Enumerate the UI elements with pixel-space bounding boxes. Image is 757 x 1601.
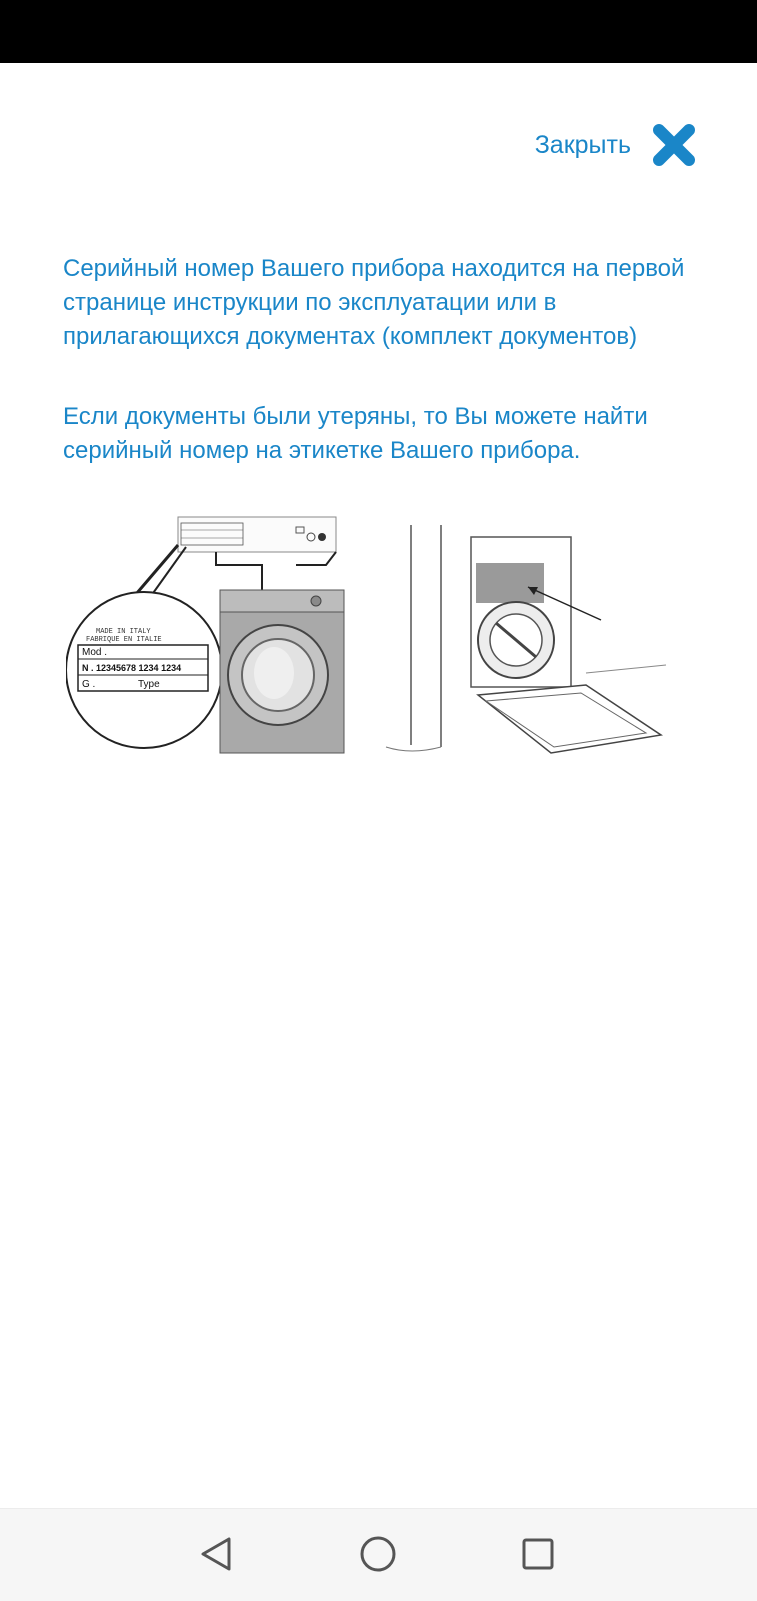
label-type: Type [138, 679, 160, 690]
nav-back-button[interactable] [193, 1531, 239, 1577]
label-g: G . [82, 679, 96, 690]
machine-door-panel [386, 525, 666, 753]
back-triangle-icon [199, 1536, 233, 1572]
close-label: Закрыть [534, 130, 631, 159]
system-nav-bar [0, 1508, 757, 1601]
nav-recents-button[interactable] [515, 1531, 561, 1577]
label-serial: N . 12345678 1234 1234 [82, 663, 182, 673]
serial-label-illustration [66, 515, 676, 770]
label-mod: Mod . [82, 647, 108, 658]
recents-square-icon [521, 1537, 555, 1571]
washing-machine-front [220, 590, 344, 753]
content [63, 252, 703, 514]
nav-home-button[interactable] [355, 1531, 401, 1577]
label-made-in: MADE IN ITALY [96, 628, 151, 636]
status-bar [0, 0, 757, 63]
label-fabrique: FABRIQUE EN ITALIE [86, 636, 162, 644]
info-paragraph-1: Серийный номер Вашего прибора находится на первой странице инструкции по эксплуатации или в прилагающихся документах (комплект документов) [63, 255, 685, 350]
close-button[interactable] [535, 122, 697, 168]
info-paragraph-2: Если документы были утеряны, то Вы можете найти серийный номер на этикетке Вашего прибора. [63, 403, 648, 464]
home-circle-icon [359, 1535, 397, 1573]
close-x-icon[interactable] [651, 122, 697, 168]
top-label-card [178, 517, 336, 552]
magnified-label [66, 592, 222, 748]
